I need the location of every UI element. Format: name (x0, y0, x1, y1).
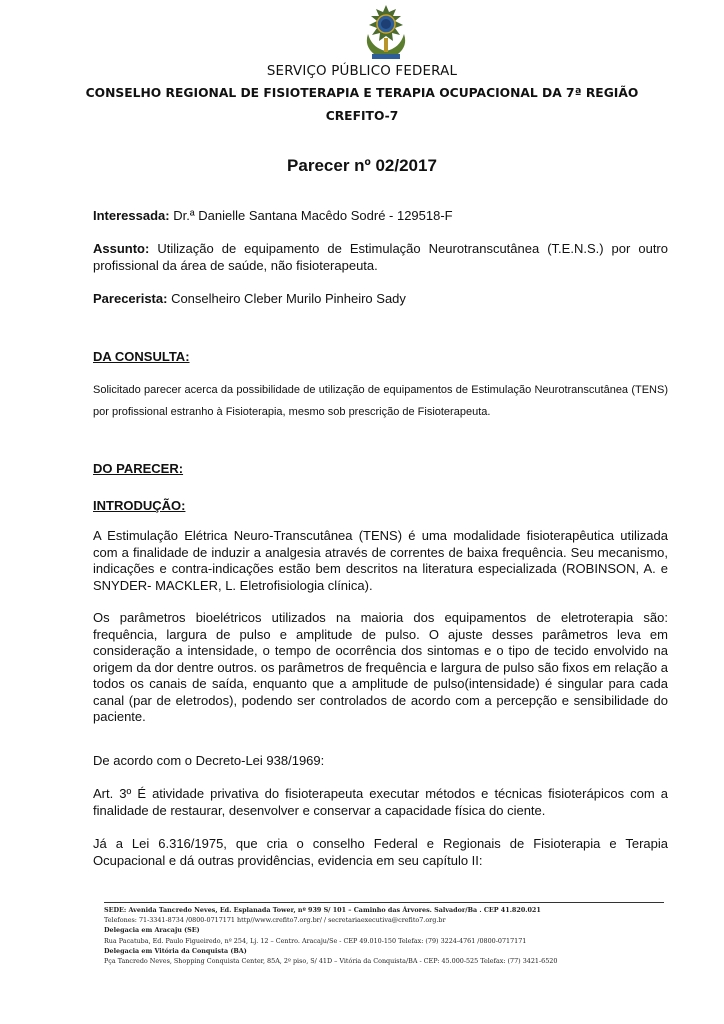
interessada-line (93, 208, 668, 225)
assunto-value: Utilização de equipamento de Estimulação Neurotranscutânea (T.E.N.S.) por outro profissional da área de saúde, não fisioterapeuta. (93, 241, 668, 273)
intro-paragraph-1: A Estimulação Elétrica Neuro-Transcutânea (TENS) é uma modalidade fisioterapêutica utilizada com a finalidade de induzir a analgesia através de correntes de baixa frequência. Seu mecanismo, indicações e contra-indicações estão bem descritos na literatura especializada (ROBINSON, A. e SNYDER- MACKLER, L. Eletrofisiologia clínica). (93, 528, 668, 593)
interessada-label: Interessada: (93, 208, 170, 223)
footer-vitoria: Pça Tancredo Neves, Shopping Conquista Center, 85A, 2º piso, S/ 41D – Vitória da Conquista/BA - CEP: 45.000-525 Telefax: (77) 3421-6520 (104, 957, 558, 966)
footer-aracaju-title: Delegacia em Aracaju (SE) (104, 926, 200, 935)
lei-paragraph: Já a Lei 6.316/1975, que cria o conselho Federal e Regionais de Fisioterapia e Terapia Ocupacional e dá outras providências, evidencia em seu capítulo II: (93, 836, 668, 868)
section-consulta-heading: DA CONSULTA: (93, 349, 190, 364)
header-service: SERVIÇO PÚBLICO FEDERAL (266, 64, 458, 79)
header-acronym: CREFITO-7 (325, 109, 399, 123)
intro-paragraph-2: Os parâmetros bioelétricos utilizados na maioria dos equipamentos de eletroterapia são: frequência, largura de pulso e amplitude de pulso. O ajuste desses parâmetros leva em consideração a intensidade, o tempo de ocorrência dos sintomas e o tipo de tecido envolvido na origem da dor dentre outros. os parâmetros de frequência e largura de pulso são fixos em relação a todos os canais de saída, enquanto que a amplitude de pulso(intensidade) é singular para cada canal (par de eletrodos), podendo ser controlados de acordo com a percepção e sensibilidade do paciente. (93, 610, 668, 724)
footer-sede: SEDE: Avenida Tancredo Neves, Ed. Esplanada Tower, nº 939 S/ 101 – Caminho das Árvores. Salvador/Ba . CEP 41.820.021 (104, 906, 541, 914)
document-title: Parecer nº 02/2017 (287, 156, 437, 175)
coat-of-arms-seal (360, 4, 412, 62)
header-council: CONSELHO REGIONAL DE FISIOTERAPIA E TERAPIA OCUPACIONAL DA 7ª REGIÃO (85, 86, 639, 100)
parecerista-label: Parecerista: (93, 291, 168, 306)
page-footer (104, 902, 664, 966)
footer-aracaju: Rua Pacatuba, Ed. Paulo Figueiredo, nº 254, Lj. 12 – Centro. Aracaju/Se - CEP 49.010-150 Telefax: (79) 3224-4761 /0800-0717171 (104, 936, 527, 945)
footer-vitoria-title: Delegacia em Vitória da Conquista (BA) (104, 946, 247, 955)
art3-paragraph: Art. 3º É atividade privativa do fisioterapeuta executar métodos e técnicas fisioterápicos com a finalidade de restaurar, desenvolver e conservar a capacidade física do ciente. (93, 786, 668, 818)
section-introducao-heading: INTRODUÇÃO: (93, 498, 186, 513)
parecerista-line (93, 291, 668, 308)
interessada-value: Dr.ª Danielle Santana Macêdo Sodré - 129518-F (169, 208, 453, 223)
assunto-label: Assunto: (93, 241, 150, 256)
footer-sede-contato: Telefones: 71-3341-8734 /0800-0717171 http//www.crefito7.org.br/ / secretariaexecutiva@crefito7.org.br (104, 916, 446, 925)
consulta-paragraph: Solicitado parecer acerca da possibilidade de utilização de equipamentos de Estimulação Neurotranscutânea (TENS) por profissional estranho à Fisioterapia, mesmo sob prescrição de Fisioterapeuta. (93, 384, 668, 418)
parecerista-value: Conselheiro Cleber Murilo Pinheiro Sady (167, 291, 406, 306)
section-parecer-heading: DO PARECER: (93, 461, 184, 476)
decreto-paragraph: De acordo com o Decreto-Lei 938/1969: (93, 753, 325, 768)
assunto-line (93, 241, 668, 274)
